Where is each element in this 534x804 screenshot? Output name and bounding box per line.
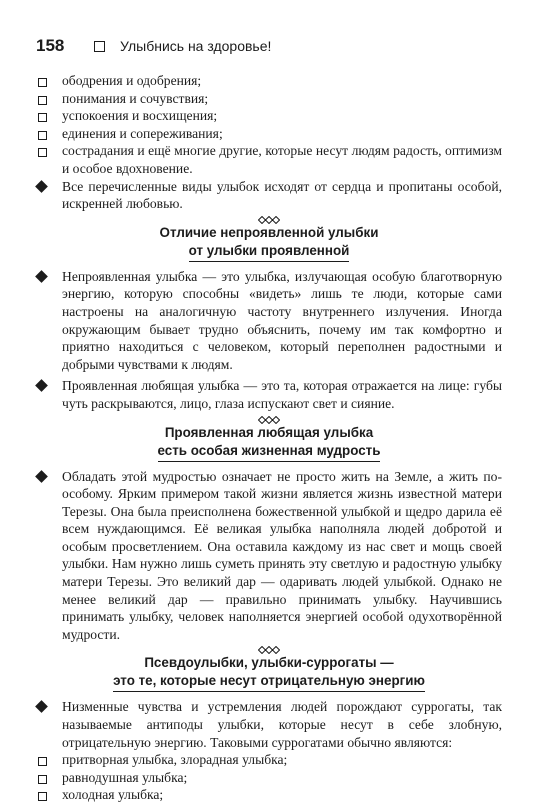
running-title: Улыбнись на здоровье! [120,38,272,54]
diamond-bullet-icon [35,270,48,283]
summary-paragraph: Все перечисленные виды улыбок исходят от сердца и пропитаны особой, искренней любовью. [36,178,502,213]
diamond-ornament-icon [258,646,280,654]
diamond-ornament-icon [258,416,280,424]
section-heading: Отличие непроявленной улыбки от улыбки проявленной [36,224,502,264]
section-paragraph: Непроявленная улыбка — это улыбка, излучающая особую благотворную энергию, которую способны «видеть» лишь те люди, которые сами настроены на аналогичную частоту внутреннего излучения. Иногда окружающим бывает трудно объяснить, почему им так комфортно и приятно находиться с человеком, который переполнен радостными и добрыми чувствами к людям. [36,268,502,374]
square-bullet-icon [38,96,47,105]
square-bullet-icon [38,148,47,157]
diamond-bullet-icon [35,379,48,392]
running-head [36,36,506,58]
list-item: притворная улыбка, злорадная улыбка; [36,751,502,769]
header-square-icon [94,41,105,52]
section-paragraph: Обладать этой мудростью означает не просто жить на Земле, а жить по-особому. Ярким примером такой жизни является жизнь известной матери Терезы. Она была преисполнена божественной улыбкой и щедро дарила её всем нуждающимся. Её великая улыбка наполняла людей добротой и особым просветлением. Она оставила каждому из нас свет и мощь своей улыбки. Нам нужно лишь суметь принять эту светлую и радостную улыбку матери Терезы. Это великий дар — одаривать людей улыбкой. Однако не менее великий дар — правильно принимать улыбку. Научившись принимать улыбку, человек наполняется энергией особой одухотворённой мудрости. [36,468,502,644]
list-item: единения и сопереживания; [36,125,502,143]
square-bullet-icon [38,775,47,784]
list-item: успокоения и восхищения; [36,107,502,125]
section-paragraph: Проявленная любящая улыбка — это та, которая отражается на лице: губы чуть раскрываются, лицо, глаза испускают свет и сияние. [36,377,502,412]
list-item: равнодушная улыбка; [36,769,502,787]
diamond-bullet-icon [35,180,48,193]
section-heading: Проявленная любящая улыбка есть особая жизненная мудрость [36,424,502,464]
square-bullet-icon [38,113,47,122]
list-item: понимания и сочувствия; [36,90,502,108]
square-bullet-icon [38,78,47,87]
list-item: холодная улыбка; [36,786,502,804]
square-bullet-icon [38,131,47,140]
diamond-bullet-icon [35,470,48,483]
page-body [36,72,502,804]
diamond-ornament-icon [258,216,280,224]
square-bullet-icon [38,792,47,801]
list-item: ободрения и одобрения; [36,72,502,90]
list-item: сострадания и ещё многие другие, которые несут людям радость, оптимизм и особое вдохновение. [36,142,502,177]
page-number: 158 [36,36,65,55]
section-heading: Псевдоулыбки, улыбки-суррогаты — это те, которые несут отрицательную энергию [36,654,502,694]
square-bullet-icon [38,757,47,766]
section-paragraph: Низменные чувства и устремления людей порождают суррогаты, так называемые антиподы улыбки, которые несут в себе злобную, отрицательную энергию. Таковыми суррогатами обычно являются: [36,698,502,751]
diamond-bullet-icon [35,701,48,714]
